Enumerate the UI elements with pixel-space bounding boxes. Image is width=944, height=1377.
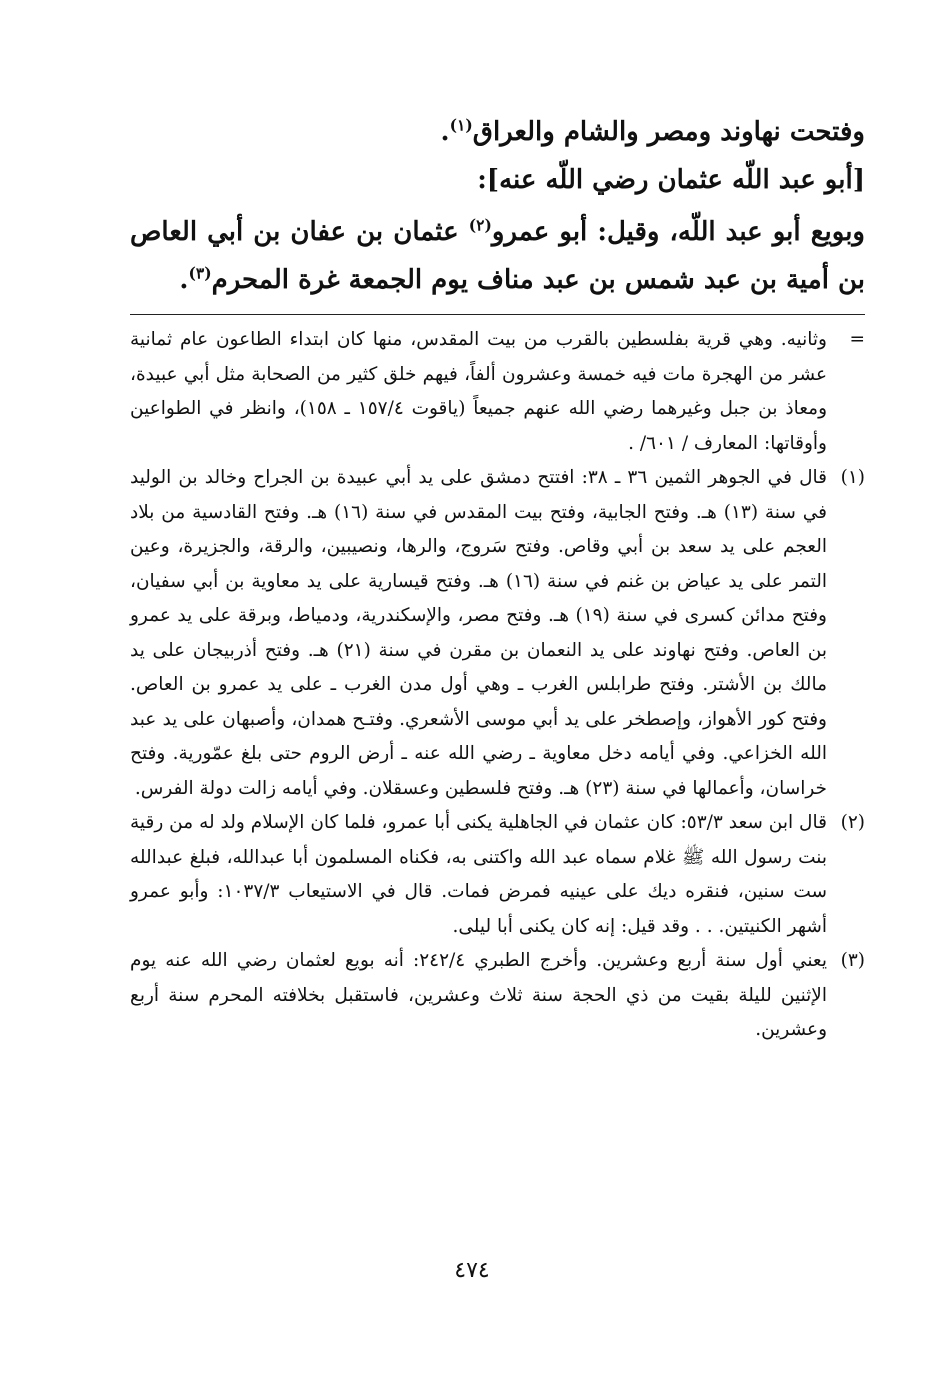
footnote-2	[130, 806, 865, 944]
footnote-mark: (٢)	[840, 812, 865, 833]
footnote-mark: (٣)	[840, 950, 865, 971]
footnotes	[130, 323, 865, 1048]
page-number: ٤٧٤	[454, 1258, 490, 1283]
footnote-divider	[130, 314, 865, 315]
page-content	[130, 100, 865, 1048]
opening-text: وفتحت نهاوند ومصر والشام والعراق	[472, 117, 865, 147]
footnote-text: يعني أول سنة أربع وعشرين. وأخرج الطبري ٢٤٢/٤: أنه بويع لعثمان رضي الله عنه يوم الإثنين لليلة بقيت من ذي الحجة سنة ثلاث وعشرين، فاستقبل بخلافته المحرم سنة أربع وعشرين.	[130, 950, 827, 1040]
footnote-ref-3: (٣)	[188, 263, 212, 283]
footnote-mark: =	[849, 329, 865, 350]
main-paragraph	[130, 208, 865, 304]
footnote-mark: (١)	[840, 467, 865, 488]
footnote-text: قال ابن سعد ٥٣/٣: كان عثمان في الجاهلية يكنى أبا عمرو، فلما كان الإسلام ولد له من رقية بنت رسول الله ﷺ غلام سماه عبد الله واكتنى به، فكناه المسلمون أبا عبدالله، فبلغ عبدالله ست سنين، فنقره ديك على عينيه فمرض فمات. قال في الاستيعاب ١٠٣٧/٣: وأبو عمرو أشهر الكنيتين. . . وقد قيل: إنه كان يكنى أبا ليلى.	[130, 812, 827, 937]
paragraph-part-b: عثمان بن عفان بن أبي العاص بن أمية بن عبد شمس بن عبد مناف يوم الجمعة غرة المحرم	[130, 217, 865, 295]
paragraph-end: .	[179, 265, 189, 295]
footnote-text: قال في الجوهر الثمين ٣٦ ـ ٣٨: افتتح دمشق على يد أبي عبيدة بن الجراح وخالد بن الوليد في سنة (١٣) هـ. وفتح الجابية، وفتح بيت المقدس في سنة (١٦) هـ. وفتح القادسية من بلاد العجم على يد سعد بن أبي وقاص. وفتح سَروج، والرها، ونصيبين، والرقة، والجزيرة، وعين التمر على يد عياض بن غنم في سنة (١٦) هـ. وفتح قيسارية على يد معاوية بن أبي سفيان، وفتح مدائن كسرى في سنة (١٩) هـ. وفتح مصر، والإسكندرية، ودمياط، وبرقة على يد عمرو بن العاص. وفتح نهاوند على يد النعمان بن مقرن في سنة (٢١) هـ. وفتح أذربيجان على يد مالك بن الأشتر. وفتح طرابلس الغرب ـ وهي أول مدن الغرب ـ على يد عمرو بن العاص. وفتح كور الأهواز، وإصطخر على يد أبي موسى الأشعري. وفتـح همدان، وأصبهان على يد عبد الله الخزاعي. وفي أيامه دخل معاوية ـ رضي الله عنه ـ أرض الروم حتى بلغ عمّورية. وفتح خراسان، وأعمالها في سنة (٢٣) هـ. وفتح فلسطين وعسقلان. وفي أيامه زالت دولة الفرس.	[130, 467, 828, 799]
footnote-ref-1: (١)	[449, 115, 473, 135]
paragraph-part-a: وبويع أبو عبد اللّه، وقيل: أبو عمرو	[491, 217, 865, 247]
footnote-text: وثانيه. وهي قرية بفلسطين بالقرب من بيت المقدس، منها كان ابتداء الطاعون عام ثمانية عشر من الهجرة مات فيه خمسة وعشرون ألفاً، فيهم خلق كثير من الصحابة مثل أبي عبيدة، ومعاذ بن جبل وغيرهما رضي الله عنهم جميعاً (ياقوت ١٥٧/٤ ـ ١٥٨)، وانظر في الطواعين وأوقاتها: المعارف / ٦٠١/ .	[130, 329, 827, 454]
footnote-ref-2: (٢)	[468, 215, 492, 235]
footnote-1	[130, 461, 865, 806]
opening-end: .	[440, 117, 450, 147]
section-heading: [أبو عبد اللّه عثمان رضي اللّه عنه]:	[477, 165, 865, 195]
footnote-continued	[130, 323, 865, 461]
footnote-3	[130, 944, 865, 1048]
opening-line	[130, 110, 865, 154]
